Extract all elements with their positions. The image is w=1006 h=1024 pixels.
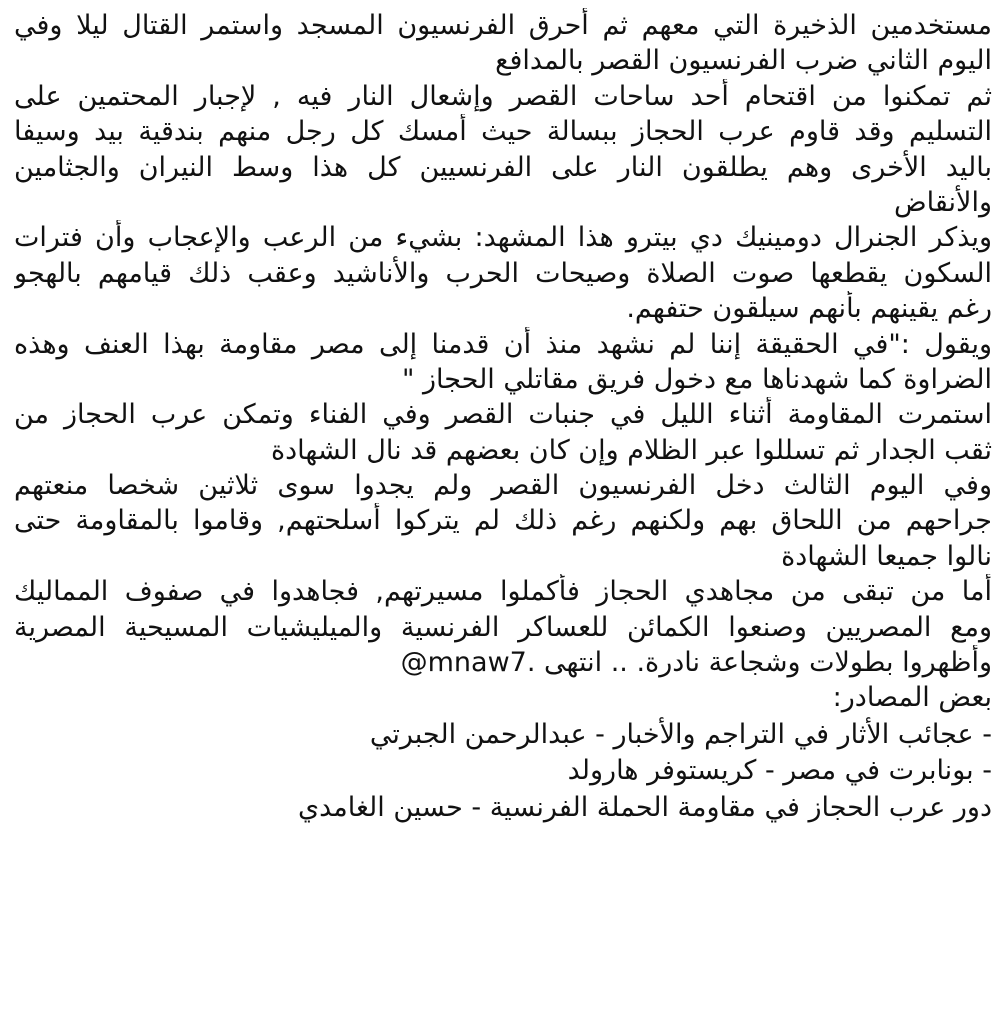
text-line: ومع المصريين وصنعوا الكمائن للعساكر الفرنسية والميليشيات المسيحية المصرية xyxy=(14,611,992,643)
text-line: جراحهم من اللحاق بهم ولكنهم رغم ذلك لم يتركوا أسلحتهم, وقاموا بالمقاومة حتى xyxy=(14,505,992,537)
quote-line: ويقول :"في الحقيقة إننا لم نشهد منذ أن قدمنا إلى مصر مقاومة بهذا العنف وهذه xyxy=(14,328,992,360)
quote-line: الضراوة كما شهدناها مع دخول فريق مقاتلي الحجاز " xyxy=(401,363,992,395)
text-line: مستخدمين الذخيرة التي معهم ثم أحرق الفرنسيون المسجد واستمر القتال ليلا وفي xyxy=(14,10,992,41)
source-item: - بونابرت في مصر - كريستوفر هارولد xyxy=(567,755,992,787)
text-line: نالوا جميعا الشهادة xyxy=(781,540,992,572)
text-line: ثقب الجدار ثم تسللوا عبر الظلام وإن كان بعضهم قد نال الشهادة xyxy=(271,434,992,466)
text-line: أما من تبقى من مجاهدي الحجاز فأكملوا مسيرتهم, فجاهدوا في صفوف المماليك xyxy=(14,576,992,608)
text-line: والأنقاض xyxy=(894,186,992,218)
text-line: رغم يقينهم بأنهم سيلقون حتفهم. xyxy=(626,293,992,325)
source-item: دور عرب الحجاز في مقاومة الحملة الفرنسية - حسين الغامدي xyxy=(297,791,992,823)
text-line-with-handle xyxy=(14,645,992,680)
text-line: ويذكر الجنرال دومينيك دي بيترو هذا المشهد: بشيء من الرعب والإعجاب وأن فترات xyxy=(14,222,992,254)
text-line: التسليم وقد قاوم عرب الحجاز ببسالة حيث أمسك كل رجل منهم بندقية بيد وسيفا xyxy=(14,116,992,148)
source-item: - عجائب الأثار في التراجم والأخبار - عبدالرحمن الجبرتي xyxy=(369,718,992,750)
text-line: وفي اليوم الثالث دخل الفرنسيون القصر ولم يجدوا سوى ثلاثين شخصا منعتهم xyxy=(14,470,992,502)
text-line: السكون يقطعها صوت الصلاة وصيحات الحرب والأناشيد وعقب ذلك قيامهم بالهجو xyxy=(14,257,992,289)
text-line: باليد الأخرى وهم يطلقون النار على الفرنسيين كل هذا وسط النيران والجثامين xyxy=(14,151,992,183)
text-line: اليوم الثاني ضرب الفرنسيون القصر بالمدافع xyxy=(495,45,992,77)
sources-heading: بعض المصادر: xyxy=(832,682,992,714)
text-line: استمرت المقاومة أثناء الليل في جنبات القصر وفي الفناء وتمكن عرب الحجاز من xyxy=(14,399,992,431)
text-line: ثم تمكنوا من اقتحام أحد ساحات القصر وإشعال النار فيه , لإجبار المحتمين على xyxy=(14,80,992,112)
text-line-end: وأظهروا بطولات وشجاعة نادرة. .. انتهى xyxy=(535,647,992,679)
twitter-handle: @mnaw7. xyxy=(400,647,536,679)
